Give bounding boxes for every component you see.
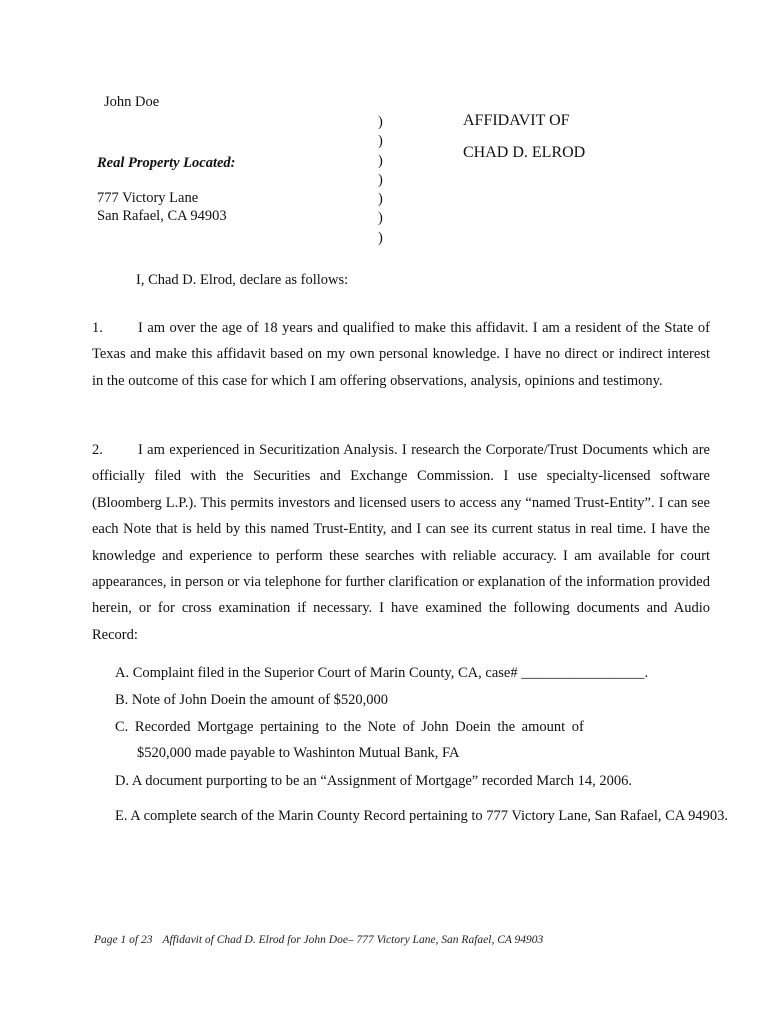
list-item-continuation: $520,000 made payable to Washinton Mutual Bank, FA (137, 745, 460, 761)
list-item: D. A document purporting to be an “Assignment of Mortgage” recorded March 14, 2006. (115, 773, 633, 789)
paren: ) (378, 210, 383, 227)
page-footer (94, 934, 543, 948)
paragraph-2 (92, 437, 710, 648)
caption-parentheses (378, 113, 390, 248)
paragraph-number: 2. (92, 442, 103, 458)
page-number: Page 1 of 23 (94, 934, 153, 946)
paragraph-text: I am experienced in Securitization Analysis. I research the Corporate/Trust Documents which are officially filed with the Securities and Exchange Commission. I use specialty-licensed software (Bloomberg L.P.). This permits investors and licensed users to access any “named Trust-Entity”. I can see each Note that is held by this named Trust-Entity, and I can see its current status in real time. I have the knowledge and experience to perform these searches with reliable accuracy. I am available for court appearances, in person or via telephone for further clarification or explanation of the information provided herein, or for cross examination if necessary. I have examined the following documents and Audio Record: (92, 442, 710, 643)
paragraph-number: 1. (92, 320, 103, 336)
property-address-line1: 777 Victory Lane (97, 190, 199, 206)
list-item: A. Complaint filed in the Superior Court of Marin County, CA, case# _________________. (115, 665, 649, 681)
paren: ) (378, 114, 383, 130)
title-line2: CHAD D. ELROD (463, 144, 586, 161)
paragraph-text: I am over the age of 18 years and qualified to make this affidavit. I am a resident of the State of Texas and make this affidavit based on my own personal knowledge. I have no direct or indirect interest in the outcome of this case for which I am offering observations, analysis, opinions and testimony. (92, 320, 710, 389)
paren: ) (378, 152, 383, 169)
plaintiff-name: John Doe (104, 94, 160, 110)
paren: ) (378, 229, 383, 246)
paragraph-1 (92, 315, 710, 394)
title-line1: AFFIDAVIT OF (463, 112, 570, 129)
intro-statement: I, Chad D. Elrod, declare as follows: (136, 272, 349, 288)
list-item: E. A complete search of the Marin County Record pertaining to 777 Victory Lane, San Rafael, CA 94903. (115, 808, 728, 824)
paren: ) (378, 133, 383, 150)
property-address-line2: San Rafael, CA 94903 (97, 208, 227, 224)
paren: ) (378, 191, 383, 208)
list-item: B. Note of John Doein the amount of $520,000 (115, 692, 389, 708)
list-item: C. Recorded Mortgage pertaining to the Note of John Doein the amount of (115, 719, 584, 735)
property-label: Real Property Located: (97, 155, 236, 171)
footer-description: Affidavit of Chad D. Elrod for John Doe– 777 Victory Lane, San Rafael, CA 94903 (162, 934, 544, 946)
paren: ) (378, 171, 383, 188)
